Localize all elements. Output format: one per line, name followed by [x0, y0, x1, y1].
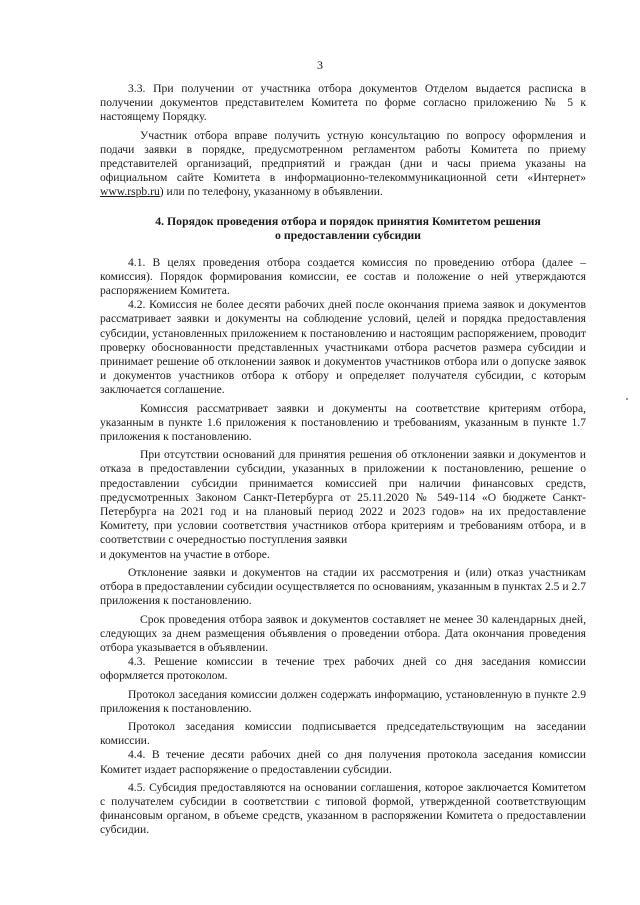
paragraph-rejection: Отклонение заявки и документов на стадии их рассмотрения и (или) отказ участникам отбора в предоставлении субсидии осуществляется по основаниям, указанным в пунктах 2.5 и 2.7 приложения к постановлению. — [100, 565, 586, 608]
paragraph-4-2: 4.2. Комиссия не более десяти рабочих дней после окончания приема заявок и документов рассматривает заявки и документы на соблюдение условий, целей и порядка предоставления субсидии, установленных приложением к постановлению и настоящим распоряжением, проводит проверку обоснованности представленных участниками отбора расчетов размера субсидии и принимает решение об отклонении заявок и документов участников отбора или о допуске заявок и документов участников отбора к отбору и определяет получателя субсидии, с которым заключается соглашение. — [100, 298, 586, 397]
paragraph-decision: При отсутствии оснований для принятия решения об отклонении заявки и документов и отказа в предоставлении субсидии, указанных в приложении к постановлению, решение о предоставлении субсидии принимается комиссией при наличии финансовых средств, предусмотренных Законом Санкт-Петербурга от 25.11.2020 № 549-114 «О бюджете Санкт-Петербурга на 2021 год и на плановый период 2022 и 2023 годов» на их предоставление Комитету, при условии соответствия участников отбора критериям и требованиям отбора, и в соответствии с очередностью поступления заявки — [100, 448, 586, 547]
document-body — [100, 82, 586, 838]
paragraph-4-3: 4.3. Решение комиссии в течение трех рабочих дней со дня заседания комиссии оформляется протоколом. — [100, 655, 586, 683]
paragraph-3-3: 3.3. При получении от участника отбора документов Отделом выдается расписка в получении документов представителем Комитета по форме согласно приложению № 5 к настоящему Порядку. — [100, 82, 586, 124]
section-heading-line1: 4. Порядок проведения отбора и порядок принятия Комитетом решения — [155, 213, 541, 228]
consultation-text-end: ) или по телефону, указанному в объявлении. — [159, 185, 383, 199]
section-heading — [100, 214, 586, 243]
paragraph-4-4: 4.4. В течение десяти рабочих дней со дня получения протокола заседания комиссии Комитет издает распоряжение о предоставлении субсидии. — [100, 748, 586, 776]
consultation-text: Участник отбора вправе получить устную консультацию по вопросу оформления и подачи заявки в порядке, предусмотренном регламентом работы Комитета по приему представителей организаций, предприятий и граждан (дни и часы приема указаны на официальном сайте Комитета в информационно-телекоммуникационной сети «Интернет» — [100, 128, 586, 185]
paragraph-term: Срок проведения отбора заявок и документов составляет не менее 30 календарных дней, следующих за днем размещения объявления о проведении отбора. Дата окончания проведения отбора указывается в объявлении. — [100, 612, 586, 654]
website-link[interactable]: www.rspb.ru — [100, 185, 160, 199]
margin-dot — [626, 398, 628, 400]
paragraph-4-5: 4.5. Субсидия предоставляются на основании соглашения, которое заключается Комитетом с получателем субсидии в соответствии с типовой формой, утвержденной соответствующим финансовым органом, в объеме средств, указанном в распоряжении Комитета о предоставлении субсидии. — [100, 780, 586, 837]
page-number: 3 — [317, 58, 323, 72]
paragraph-consultation — [100, 129, 586, 200]
paragraph-decision-end: и документов на участие в отборе. — [100, 547, 270, 561]
paragraph-4-1: 4.1. В целях проведения отбора создается комиссия по проведению отбора (далее – комиссия). Порядок формирования комиссии, ее состав и положение о ней утверждаются распоряжением Комитета. — [100, 255, 586, 298]
section-heading-line2: о предоставлении субсидии — [275, 228, 421, 243]
paragraph-criteria: Комиссия рассматривает заявки и документы на соответствие критериям отбора, указанным в пункте 1.6 приложения к постановлению и требованиям, указанным в пункте 1.7 приложения к постановлению. — [100, 401, 586, 444]
paragraph-protocol-sign: Протокол заседания комиссии подписывается председательствующим на заседании комиссии. — [100, 719, 586, 748]
paragraph-protocol-content: Протокол заседания комиссии должен содержать информацию, установленную в пункте 2.9 приложения к постановлению. — [100, 687, 586, 715]
